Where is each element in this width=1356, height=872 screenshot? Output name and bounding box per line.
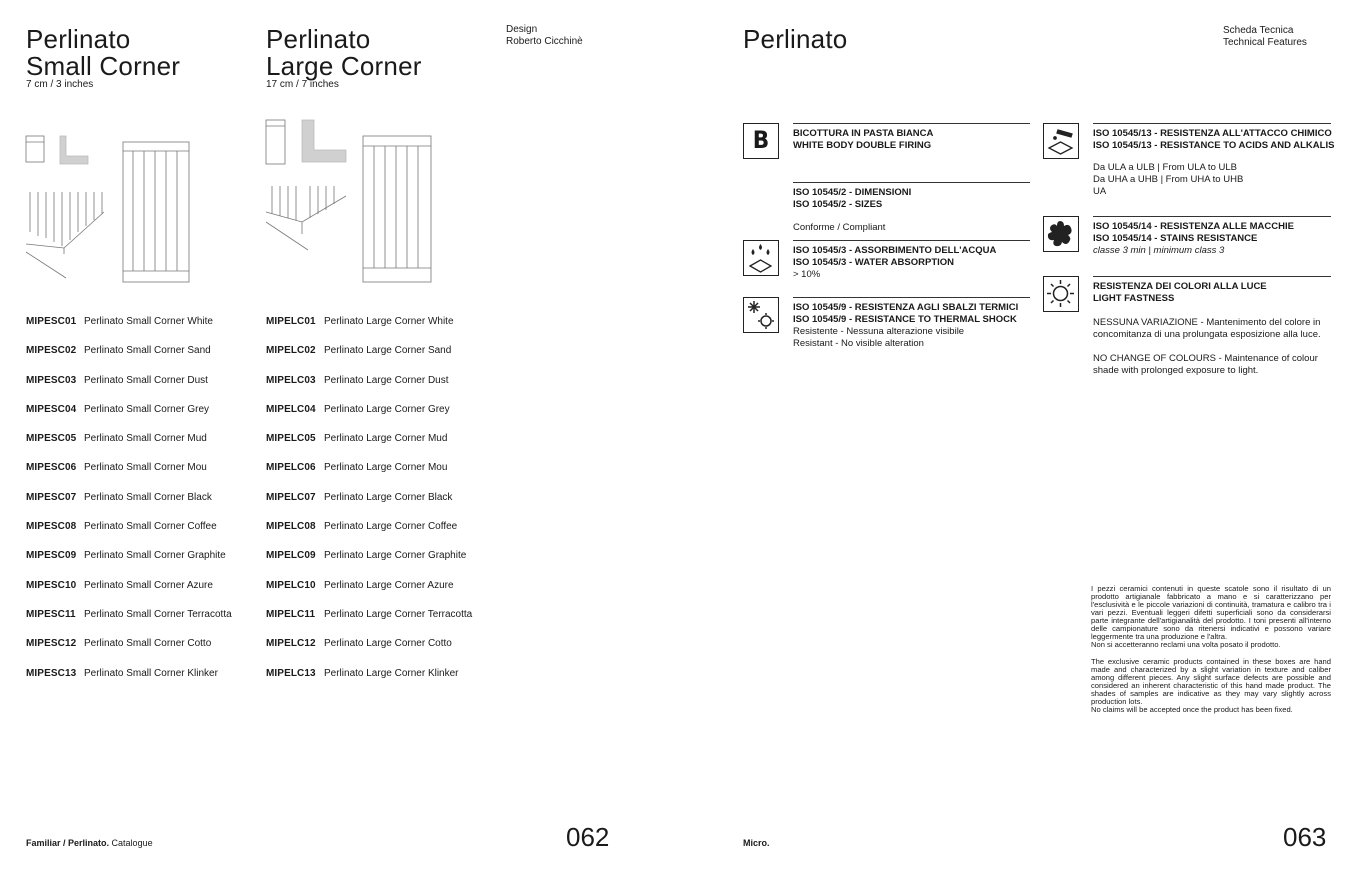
chemical-resistance-icon	[1043, 123, 1079, 159]
list-item: MIPESC03 Perlinato Small Corner Dust	[26, 374, 208, 386]
small-corner-size: 7 cm / 3 inches	[26, 79, 94, 90]
list-item: MIPESC12 Perlinato Small Corner Cotto	[26, 638, 212, 650]
list-item: MIPELC02 Perlinato Large Corner Sand	[266, 345, 452, 357]
list-item: MIPESC04 Perlinato Small Corner Grey	[26, 403, 210, 415]
list-item: MIPESC01 Perlinato Small Corner White	[26, 316, 213, 327]
list-item: MIPELC13 Perlinato Large Corner Klinker	[266, 667, 459, 679]
spec-water: ISO 10545/3 - ASSORBIMENTO DELL'ACQUA ISO 10545/3 - WATER ABSORPTION > 10%	[793, 240, 1030, 281]
list-item: MIPESC13 Perlinato Small Corner Klinker	[26, 667, 218, 679]
small-corner-drawing	[24, 132, 194, 284]
list-item: MIPESC11 Perlinato Small Corner Terracotta	[26, 608, 232, 620]
list-item: MIPESC07 Perlinato Small Corner Black	[26, 491, 212, 503]
list-item: MIPELC07 Perlinato Large Corner Black	[266, 491, 453, 503]
list-item: MIPELC04 Perlinato Large Corner Grey	[266, 403, 450, 415]
list-item: MIPESC02 Perlinato Small Corner Sand	[26, 345, 211, 357]
disclaimer	[1091, 585, 1331, 714]
designer-name: Roberto Cicchinè	[506, 36, 583, 47]
double-firing-icon: B	[743, 123, 779, 159]
spec-chemical: ISO 10545/13 - RESISTENZA ALL'ATTACCO CHIMICO ISO 10545/13 - RESISTANCE TO ACIDS AND ALKALIS Da ULA a ULB | From ULA to ULB Da UHA a UHB | From UHA to UHB UA	[1093, 123, 1331, 198]
list-item: MIPESC10 Perlinato Small Corner Azure	[26, 579, 213, 591]
large-corner-title: Perlinato Large Corner	[266, 24, 422, 81]
spec-light: RESISTENZA DEI COLORI ALLA LUCE LIGHT FASTNESS NESSUNA VARIAZIONE - Mantenimento del colore in concomitanza di una prolungata esposizione alla luce. NO CHANGE OF COLOURS - Maintenance of colour shade with prolonged exposure to light.	[1093, 276, 1331, 377]
list-item: MIPELC05 Perlinato Large Corner Mud	[266, 433, 448, 445]
tech-sheet-label: Scheda Tecnica Technical Features	[1223, 25, 1307, 48]
small-corner-title: Perlinato Small Corner	[26, 24, 181, 81]
page-number-right: 063	[1283, 822, 1327, 852]
right-footer: Micro.	[743, 838, 770, 848]
large-corner-size: 17 cm / 7 inches	[266, 79, 339, 90]
list-item: MIPELC09 Perlinato Large Corner Graphite	[266, 550, 467, 562]
list-item: MIPESC09 Perlinato Small Corner Graphite	[26, 550, 226, 562]
list-item: MIPELC10 Perlinato Large Corner Azure	[266, 579, 454, 591]
list-item: MIPELC08 Perlinato Large Corner Coffee	[266, 521, 458, 533]
disclaimer-en: The exclusive ceramic products contained in these boxes are hand made and characterized by a slight variation in texture and caliber among different pieces. Any slight surface defects are possible and considered an inherent characteristic of this hand made product. The shades of samples are indicative as they may vary slightly across production lots.	[1091, 657, 1331, 706]
spec-stains: ISO 10545/14 - RESISTENZA ALLE MACCHIE ISO 10545/14 - STAINS RESISTANCE classe 3 min | minimum class 3	[1093, 216, 1331, 257]
small-corner-codes	[26, 316, 232, 697]
design-label: Design	[506, 24, 538, 35]
spec-firing: BICOTTURA IN PASTA BIANCA WHITE BODY DOUBLE FIRING	[793, 123, 1030, 152]
water-drops-icon	[743, 240, 779, 276]
disclaimer-it: I pezzi ceramici contenuti in queste scatole sono il risultato di un prodotto artigianale fabbricato a mano e si caratterizzano per l'esclusività e le piccole variazioni di continuità, tramatura e calibro tra i vari pezzi. Eventuali leggeri difetti superficiali sono da considerarsi parte integrante dell'artigianalità del prodotto. I toni presenti all'interno delle campionature sono da ritenersi indicativi e possono variare leggermente tra una produzione e l'altra.	[1091, 584, 1331, 641]
list-item: MIPESC06 Perlinato Small Corner Mou	[26, 462, 207, 474]
spec-thermal: ISO 10545/9 - RESISTENZA AGLI SBALZI TERMICI ISO 10545/9 - RESISTANCE TO THERMAL SHOCK Resistente - Nessuna alterazione visibile Resistant - No visible alteration	[793, 297, 1030, 350]
list-item: MIPELC01 Perlinato Large Corner White	[266, 316, 454, 327]
stain-icon	[1043, 216, 1079, 252]
disclaimer-it-claims: Non si accetteranno reclami una volta posato il prodotto.	[1091, 640, 1281, 649]
large-corner-drawing	[264, 118, 450, 284]
left-footer: Familiar / Perlinato. Catalogue	[26, 838, 153, 848]
list-item: MIPELC06 Perlinato Large Corner Mou	[266, 462, 448, 474]
list-item: MIPESC08 Perlinato Small Corner Coffee	[26, 521, 217, 533]
list-item: MIPESC05 Perlinato Small Corner Mud	[26, 433, 207, 445]
list-item: MIPELC11 Perlinato Large Corner Terracotta	[266, 608, 473, 620]
disclaimer-en-claims: No claims will be accepted once the product has been fixed.	[1091, 705, 1293, 714]
design-credit	[506, 24, 583, 48]
page-number-left: 062	[566, 822, 610, 852]
sun-icon	[1043, 276, 1079, 312]
list-item: MIPELC03 Perlinato Large Corner Dust	[266, 374, 449, 386]
large-corner-codes	[266, 316, 472, 697]
spec-sizes: ISO 10545/2 - DIMENSIONI ISO 10545/2 - SIZES Conforme / Compliant	[793, 182, 1030, 234]
list-item: MIPELC12 Perlinato Large Corner Cotto	[266, 638, 452, 650]
right-page-title: Perlinato	[743, 24, 848, 54]
thermal-shock-icon	[743, 297, 779, 333]
